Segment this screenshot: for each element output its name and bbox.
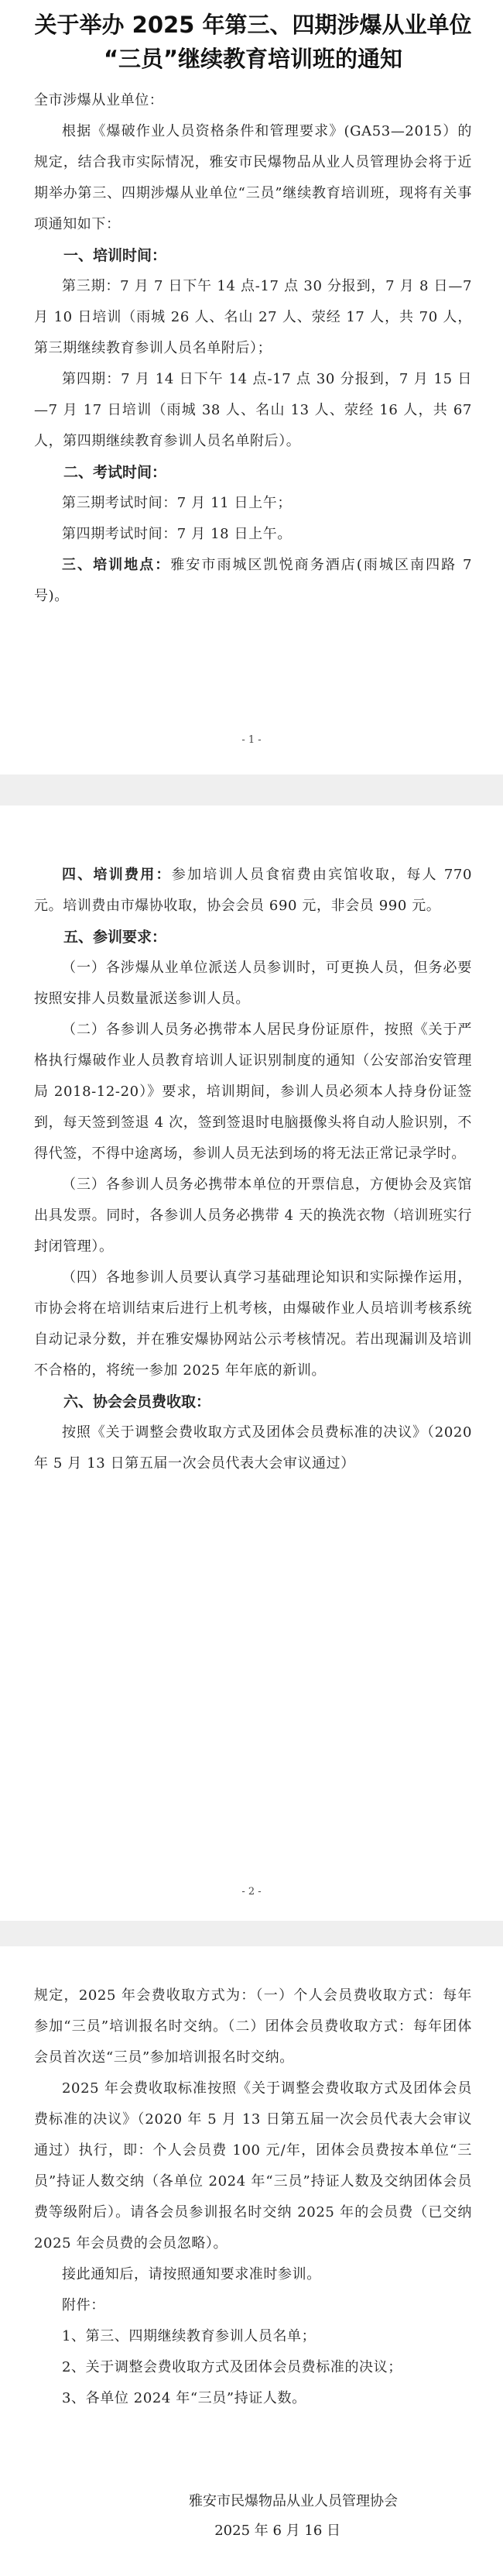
notice-title [34,8,472,76]
closing-paragraph: 接此通知后，请按照通知要求准时参训。 [62,2266,321,2282]
fee-method-paragraph: 规定，2025 年会费收取方式为：（一）个人会员费收取方式：每年参加“三员”培训报名时交纳。（二）团体会员费收取方式：每年团体会员首次送“三员”参加培训报名时交纳。 [34,1987,472,2066]
section-1-heading: 一、培训时间： [63,247,167,264]
fee-standard-paragraph: 2025 年会费收取标准按照《关于调整会费收取方式及团体会员费标准的决议》（2020 年 5 月 13 日第五届一次会员代表大会审议通过）执行，即：个人会员费 100 元/年，团体会员费按本单位“三员”持证人数交纳（各单位 2024 年“三员”持证人数及交纳团体会员费等级附后）。请各会员参训报名时交纳 2025 年的会员费（已交纳 2025 年会员费的会员忽略）。 [34,2080,472,2251]
section-2-phase-4: 第四期考试时间：7 月 18 日上午。 [62,526,292,542]
section-3-heading: 三、培训地点： [62,557,171,573]
section-2-heading: 二、考试时间： [63,464,167,481]
section-5-item-1: （一）各涉爆从业单位派送人员参训时，可更换人员，但务必要按照安排人员数量派送参训人员。 [34,960,472,1007]
page-number-1: - 1 - [241,734,262,746]
section-4-text: 参加培训人员食宿费由宾馆收取，每人 770 元。培训费由市爆协收取，协会会员 690 元，非会员 990 元。 [34,867,472,914]
section-6-text: 按照《关于调整会费收取方式及团体会员费标准的决议》（2020 年 5 月 13 日第五届一次会员代表大会审议通过） [34,1424,472,1472]
document-page-3 [0,1946,503,2576]
section-3-text: 雅安市雨城区凯悦商务酒店(雨城区南四路 7 号)。 [34,557,472,604]
title-line-2: “三员”继续教育培训班的通知 [103,46,403,72]
section-3-paragraph [34,550,472,612]
intro-paragraph: 根据《爆破作业人员资格条件和管理要求》(GA53—2015）的规定，结合我市实际情况，雅安市民爆物品从业人员管理协会将于近期举办第三、四期涉爆从业单位“三员”继续教育培训班，现将有关事项通知如下： [34,123,472,232]
section-5-item-2: （二）各参训人员务必携带本人居民身份证原件，按照《关于严格执行爆破作业人员教育培训人证识别制度的通知（公安部治安管理局 2018-12-20）》要求，培训期间，参训人员必须本人持身份证签到，每天签到签退 4 次，签到签退时电脑摄像头将自动人脸识别，不得代签，不得中途离场，参训人员无法到场的将无法正常记录学时。 [34,1022,472,1162]
section-6-heading: 六、协会会员费收取： [63,1393,211,1410]
section-5-item-4: （四）各地参训人员要认真学习基础理论知识和实际操作运用，市协会将在培训结束后进行上机考核，由爆破作业人员培训考核系统自动记录分数，并在雅安爆协网站公示考核情况。若出现漏训及培训不合格的，将统一参加 2025 年年底的新训。 [34,1269,472,1379]
title-line-1: 关于举办 2025 年第三、四期涉爆从业单位 [34,12,472,38]
section-4-heading: 四、培训费用： [62,867,172,883]
attachment-3: 3、各单位 2024 年“三员”持证人数。 [62,2390,306,2406]
section-1-phase-4: 第四期：7 月 14 日下午 14 点-17 点 30 分报到，7 月 15 日—7 月 17 日培训（雨城 38 人、名山 13 人、荥经 16 人，共 67 人，第四期继续教育参训人员名单附后）。 [34,371,472,449]
section-2-phase-3: 第三期考试时间：7 月 11 日上午； [62,495,292,511]
attachments-label: 附件： [62,2297,105,2313]
section-5-heading: 五、参训要求： [63,929,167,946]
section-1-phase-3: 第三期：7 月 7 日下午 14 点-17 点 30 分报到，7 月 8 日—7 月 10 日培训（雨城 26 人、名山 27 人、荥经 17 人，共 70 人，第三期继续教育参训人员名单附后）； [34,278,472,356]
attachment-2: 2、关于调整会费收取方式及团体会员费标准的决议； [62,2359,402,2375]
attachment-1: 1、第三、四期继续教育参训人员名单； [62,2328,317,2344]
salutation: 全市涉爆从业单位： [34,92,164,108]
document-page-1 [0,0,503,775]
notice-date: 2025 年 6 月 16 日 [214,2523,340,2539]
section-4-paragraph [34,860,472,922]
document-page-2 [0,805,503,1921]
section-5-item-3: （三）各参训人员务必携带本单位的开票信息，方便协会及宾馆出具发票。同时，各参训人员务必携带 4 天的换洗衣物（培训班实行封闭管理）。 [34,1176,472,1255]
page-number-2: - 2 - [241,1886,262,1898]
signer-organization: 雅安市民爆物品从业人员管理协会 [189,2493,398,2509]
